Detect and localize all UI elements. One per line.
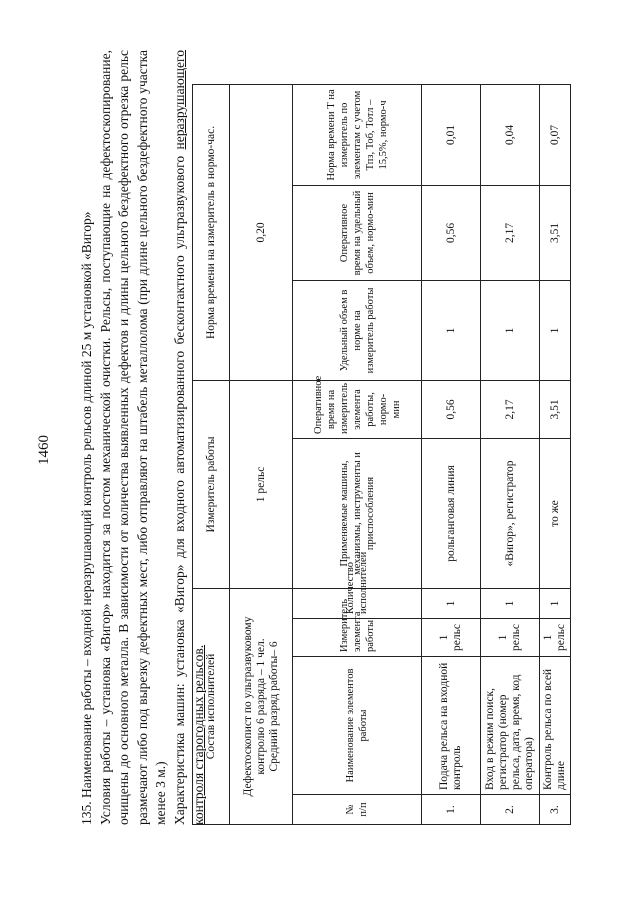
col-num: № п/п (293, 795, 422, 825)
norm-value: 0,20 (230, 84, 293, 380)
col-name: Наименование элементов работы (293, 657, 422, 795)
meter-header: Измеритель работы (193, 380, 230, 588)
body-text (78, 50, 208, 825)
row-qty: 1 (481, 588, 540, 618)
row-meter: 1 рельс (481, 619, 540, 657)
work-conditions: Условия работы – установка «Вигор» находится за постом механической очистки. Рельсы, поступающие на дефектоскопирование, очищены до основного металла. В зависимости от количества выявленных дефектов и длины цельного бездефектного отрезка рельс размечают либо под вырезку дефектных мест, либо отправляют на штабель металлолома (при длине цельного бездефектного участка менее 3 м.) (97, 50, 169, 825)
row-meter: 1 рельс (422, 619, 481, 657)
table-row (540, 84, 571, 824)
row-meter: 1 рельс (540, 619, 571, 657)
machine-underlined-text: неразрушающего контроля старогодных рельсов. (171, 50, 206, 825)
col-elem-meter: Измеритель элемента работы (293, 619, 422, 657)
row-num: 1. (422, 795, 481, 825)
page-number: 1460 (36, 435, 52, 465)
norm-header: Норма времени на измеритель в нормо-час. (193, 84, 230, 380)
row-norm: 0,01 (422, 84, 481, 185)
row-norm: 0,07 (540, 84, 571, 185)
row-op-time-vol: 3,51 (540, 185, 571, 280)
row-unit-vol: 1 (540, 280, 571, 380)
row-op-time: 3,51 (540, 380, 571, 438)
table-row (422, 84, 481, 824)
staff-line1: Дефектоскопист по ультразвуковому контролю 6 разряда – 1 чел. (241, 616, 267, 797)
machine-text: Характеристика машин: установка «Вигор» для входного автоматизированного бесконтактного ультразвукового неразрушающего контроля старогодных рельсов. (171, 50, 206, 825)
row-machine: «Вигор», регистратор (481, 438, 540, 588)
staff-line2: Средний разряд работы– 6 (267, 641, 280, 772)
table-summary-row (230, 84, 293, 824)
row-machine: рольганговая линия (422, 438, 481, 588)
col-qty: Количество исполнителей (293, 588, 422, 618)
column-header-row (293, 84, 422, 824)
row-unit-vol: 1 (481, 280, 540, 380)
row-op-time-vol: 0,56 (422, 185, 481, 280)
col-unit-vol: Удельный объем в норме на измеритель работы (293, 280, 422, 380)
row-norm: 0,04 (481, 84, 540, 185)
table-header-group (193, 84, 230, 824)
row-op-time-vol: 2,17 (481, 185, 540, 280)
row-machine: то же (540, 438, 571, 588)
staff-value (230, 588, 293, 824)
table-row (481, 84, 540, 824)
section-title: 135. Наименование работы – входной неразрушающий контроль рельсов длиной 25 м установкой «Вигор» (79, 211, 94, 825)
staff-header: Состав исполнителей (193, 588, 230, 824)
row-name: Вход в режим поиск, регистратор (номер рельса, дата, время, код оператора) (481, 657, 540, 795)
row-op-time: 2,17 (481, 380, 540, 438)
row-unit-vol: 1 (422, 280, 481, 380)
norm-table (192, 84, 571, 825)
col-machines: Применяемые машины, механизмы, инструменты и приспособления (293, 438, 422, 588)
row-name: Контроль рельса по всей длине (540, 657, 571, 795)
row-qty: 1 (422, 588, 481, 618)
row-qty: 1 (540, 588, 571, 618)
col-op-time: Оперативное время на измеритель элемента работы, нормо-мин (293, 380, 422, 438)
col-norm-t: Норма времени Т на измеритель по элементам с учетом Тпз, Тоб, Тотл – 15,5%, нормо-ч (293, 84, 422, 185)
row-op-time: 0,56 (422, 380, 481, 438)
row-num: 2. (481, 795, 540, 825)
meter-value: 1 рельс (230, 380, 293, 588)
row-name: Подача рельса на входной контроль (422, 657, 481, 795)
col-op-time-vol: Оперативное время на удельный объем, нормо-мин (293, 185, 422, 280)
row-num: 3. (540, 795, 571, 825)
